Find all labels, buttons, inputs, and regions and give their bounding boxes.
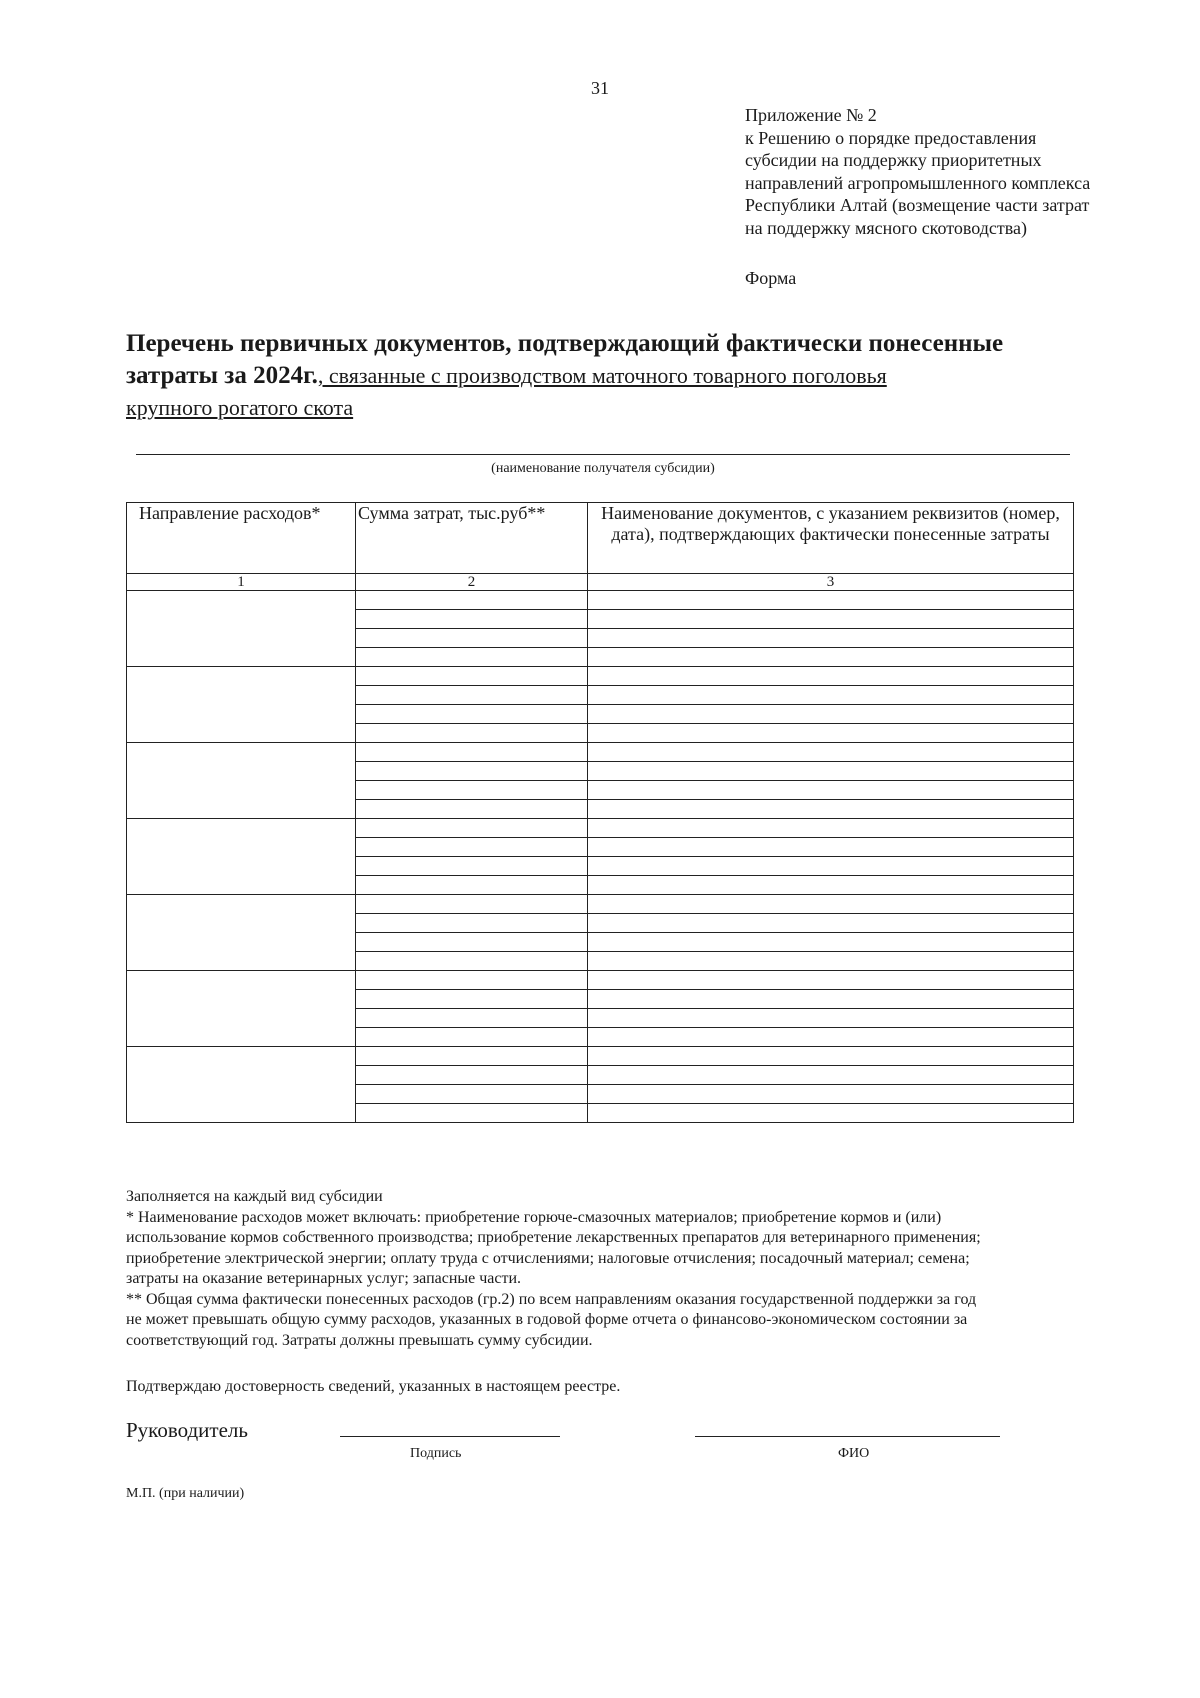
document-name-cell[interactable]: [588, 933, 1074, 952]
document-name-cell[interactable]: [588, 857, 1074, 876]
document-name-cell[interactable]: [588, 1104, 1074, 1123]
cost-amount-cell[interactable]: [356, 914, 588, 933]
document-name-cell[interactable]: [588, 1009, 1074, 1028]
note-line: Заполняется на каждый вид субсидии: [126, 1188, 383, 1205]
table-header-row: [127, 503, 1074, 574]
column-number: 3: [588, 574, 1074, 591]
document-name-cell[interactable]: [588, 1085, 1074, 1104]
recipient-caption: (наименование получателя субсидии): [491, 461, 715, 476]
title-subject-cont: крупного рогатого скота: [126, 395, 354, 420]
table-row: [127, 819, 1074, 838]
cost-amount-cell[interactable]: [356, 762, 588, 781]
header-expense-direction: Направление расходов*: [127, 503, 356, 574]
header-document-names: Наименование документов, с указанием реквизитов (номер, дата), подтверждающих фактически понесенные затраты: [588, 503, 1074, 574]
cost-amount-cell[interactable]: [356, 800, 588, 819]
cost-amount-cell[interactable]: [356, 857, 588, 876]
title-year: затраты за 2024г.: [126, 362, 318, 389]
cost-amount-cell[interactable]: [356, 1028, 588, 1047]
cost-amount-cell[interactable]: [356, 1047, 588, 1066]
document-name-cell[interactable]: [588, 781, 1074, 800]
recipient-name-line[interactable]: [136, 454, 1070, 455]
document-name-cell[interactable]: [588, 1066, 1074, 1085]
document-name-cell[interactable]: [588, 762, 1074, 781]
document-name-cell[interactable]: [588, 800, 1074, 819]
expense-direction-cell[interactable]: [127, 1047, 356, 1123]
cost-amount-cell[interactable]: [356, 971, 588, 990]
document-name-cell[interactable]: [588, 629, 1074, 648]
note-line: не может превышать общую сумму расходов, указанных в годовой форме отчета о финансово-экономическом состоянии за: [126, 1311, 968, 1328]
cost-amount-cell[interactable]: [356, 781, 588, 800]
note-line: затраты на оказание ветеринарных услуг; запасные части.: [126, 1270, 522, 1287]
document-name-cell[interactable]: [588, 610, 1074, 629]
document-name-cell[interactable]: [588, 819, 1074, 838]
cost-amount-cell[interactable]: [356, 686, 588, 705]
cost-amount-cell[interactable]: [356, 743, 588, 762]
document-name-cell[interactable]: [588, 705, 1074, 724]
note-line: приобретение электрической энергии; оплату труда с отчислениями; налоговые отчисления; посадочный материал; семена;: [126, 1249, 970, 1267]
cost-amount-cell[interactable]: [356, 1085, 588, 1104]
cost-amount-cell[interactable]: [356, 610, 588, 629]
document-name-cell[interactable]: [588, 952, 1074, 971]
form-label: Форма: [745, 268, 797, 288]
document-name-cell[interactable]: [588, 743, 1074, 762]
document-name-cell[interactable]: [588, 876, 1074, 895]
cost-amount-cell[interactable]: [356, 667, 588, 686]
stamp-note: М.П. (при наличии): [126, 1486, 245, 1501]
note-line: соответствующий год. Затраты должны превышать сумму субсидии.: [126, 1331, 593, 1349]
documents-table: [126, 502, 1074, 1123]
expense-direction-cell[interactable]: [127, 971, 356, 1047]
cost-amount-cell[interactable]: [356, 629, 588, 648]
column-number: 1: [127, 574, 356, 591]
appendix-line: Приложение № 2: [745, 105, 877, 125]
cost-amount-cell[interactable]: [356, 1066, 588, 1085]
document-name-cell[interactable]: [588, 914, 1074, 933]
title-line-1: Перечень первичных документов, подтверждающий фактически понесенные: [126, 330, 1004, 357]
document-name-cell[interactable]: [588, 686, 1074, 705]
document-name-cell[interactable]: [588, 591, 1074, 610]
cost-amount-cell[interactable]: [356, 591, 588, 610]
document-name-cell[interactable]: [588, 724, 1074, 743]
signature-caption: Подпись: [410, 1446, 462, 1461]
table-body: [127, 591, 1074, 1123]
cost-amount-cell[interactable]: [356, 933, 588, 952]
appendix-line: направлений агропромышленного комплекса: [745, 172, 1091, 193]
table-row: [127, 667, 1074, 686]
appendix-line: к Решению о порядке предоставления: [745, 127, 1037, 148]
expense-direction-cell[interactable]: [127, 895, 356, 971]
document-name-cell[interactable]: [588, 648, 1074, 667]
expense-direction-cell[interactable]: [127, 743, 356, 819]
cost-amount-cell[interactable]: [356, 648, 588, 667]
document-name-cell[interactable]: [588, 667, 1074, 686]
cost-amount-cell[interactable]: [356, 838, 588, 857]
appendix-block: [745, 104, 1165, 239]
column-number-row: [127, 574, 1074, 591]
document-name-cell[interactable]: [588, 990, 1074, 1009]
note-line: * Наименование расходов может включать: приобретение горюче-смазочных материалов; приобретение кормов и (или): [126, 1208, 942, 1226]
table-row: [127, 591, 1074, 610]
page-number: 31: [591, 78, 609, 98]
document-name-cell[interactable]: [588, 1047, 1074, 1066]
appendix-line: субсидии на поддержку приоритетных: [745, 150, 1042, 170]
cost-amount-cell[interactable]: [356, 724, 588, 743]
footnotes: [126, 1187, 1106, 1351]
document-name-cell[interactable]: [588, 895, 1074, 914]
document-name-cell[interactable]: [588, 1028, 1074, 1047]
full-name-line[interactable]: [695, 1436, 1000, 1437]
expense-direction-cell[interactable]: [127, 667, 356, 743]
appendix-line: Республики Алтай (возмещение части затрат: [745, 195, 1090, 215]
document-name-cell[interactable]: [588, 971, 1074, 990]
signature-line[interactable]: [340, 1436, 560, 1437]
cost-amount-cell[interactable]: [356, 1104, 588, 1123]
note-line: ** Общая сумма фактически понесенных расходов (гр.2) по всем направлениям оказания государственной поддержки за год: [126, 1290, 977, 1308]
table-row: [127, 743, 1074, 762]
cost-amount-cell[interactable]: [356, 895, 588, 914]
note-line: использование кормов собственного производства; приобретение лекарственных препаратов для ветеринарного применения;: [126, 1229, 981, 1246]
title-subject: , связанные с производством маточного товарного поголовья: [317, 363, 887, 388]
column-number: 2: [356, 574, 588, 591]
table-row: [127, 971, 1074, 990]
document-name-cell[interactable]: [588, 838, 1074, 857]
cost-amount-cell[interactable]: [356, 876, 588, 895]
cost-amount-cell[interactable]: [356, 705, 588, 724]
cost-amount-cell[interactable]: [356, 952, 588, 971]
title-line-3: [126, 392, 1146, 424]
confirmation-text: Подтверждаю достоверность сведений, указанных в настоящем реестре.: [126, 1378, 621, 1395]
title-line-2: [126, 360, 1146, 392]
table-row: [127, 1047, 1074, 1066]
signer-role: Руководитель: [126, 1418, 248, 1442]
cost-amount-cell[interactable]: [356, 990, 588, 1009]
expense-direction-cell[interactable]: [127, 591, 356, 667]
table-row: [127, 895, 1074, 914]
document-title: [126, 328, 1146, 424]
cost-amount-cell[interactable]: [356, 1009, 588, 1028]
full-name-caption: ФИО: [838, 1446, 870, 1461]
appendix-line: на поддержку мясного скотоводства): [745, 217, 1028, 238]
cost-amount-cell[interactable]: [356, 819, 588, 838]
expense-direction-cell[interactable]: [127, 819, 356, 895]
header-cost-amount: Сумма затрат, тыс.руб**: [356, 503, 588, 574]
